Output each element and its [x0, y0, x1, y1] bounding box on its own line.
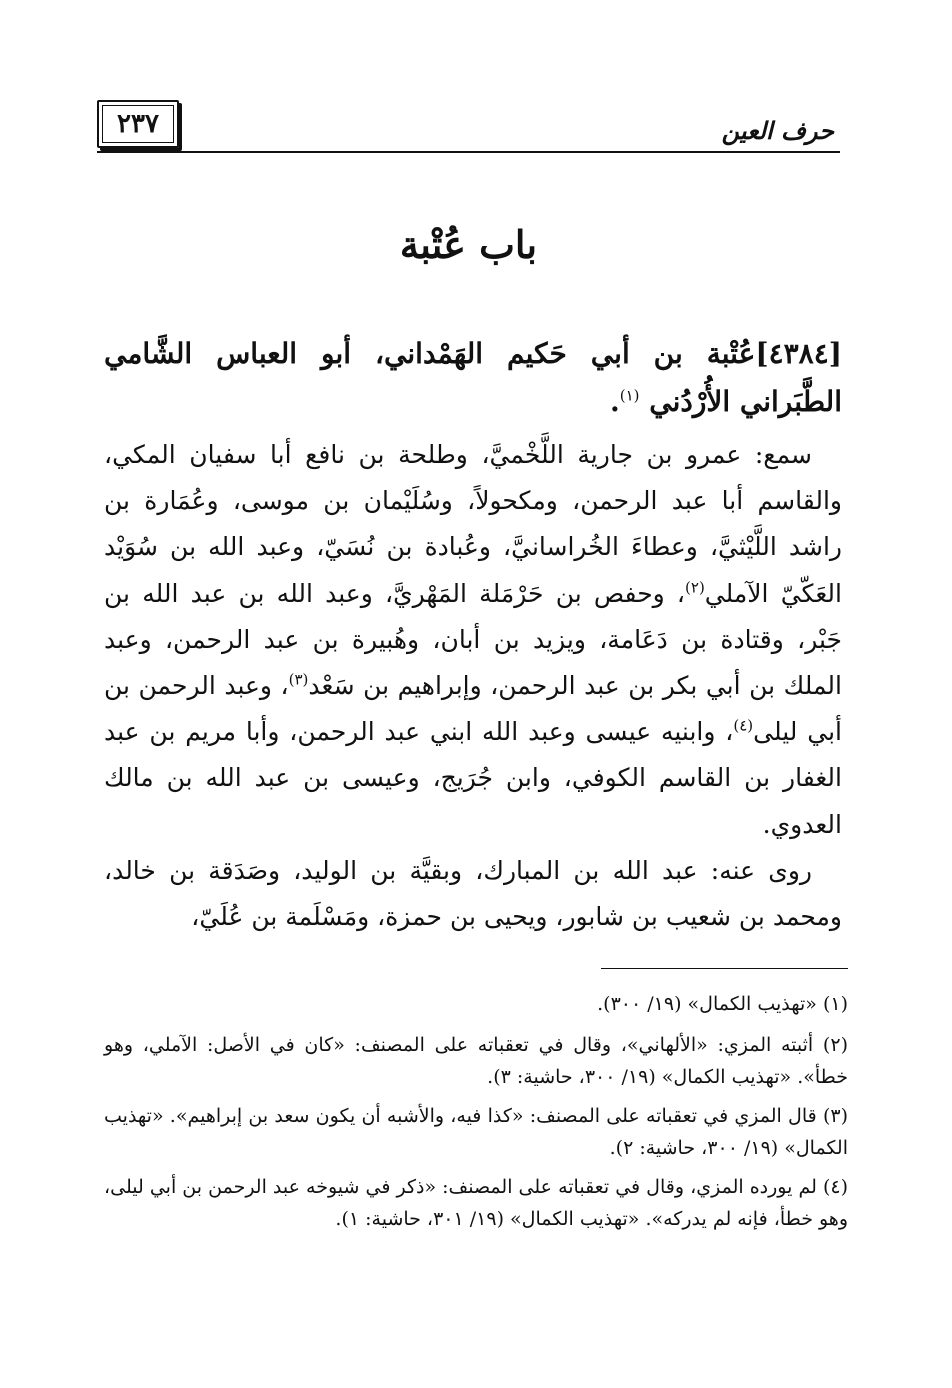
running-title: حرف العين [721, 116, 834, 145]
paragraph-text: ، وابنيه عيسى وعبد الله ابني عبد الرحمن، وأبا مريم بن عبد الغفار بن القاسم الكوفي، وابن جُرَيج، وعيسى بن عبد الله بن مالك العدوي. [104, 717, 842, 839]
header-rule [97, 151, 840, 153]
page-number: ٢٣٧ [97, 100, 179, 148]
paragraph-narrated-from: روى عنه: عبد الله بن المبارك، وبقيَّة بن الوليد، وصَدَقة بن خالد، ومحمد بن شعيب بن شابور، ويحيى بن حمزة، ومَسْلَمة بن عُلَيّ، [104, 856, 842, 932]
paragraph-text: ، وعبد الرحمن بن أبي ليلى [104, 671, 842, 747]
footnote-4: (٤) لم يورده المزي، وقال في تعقباته على المصنف: «ذكر في شيوخه عبد الرحمن بن أبي ليلى، وهو خطأ، فإنه لم يدركه». «تهذيب الكمال» (١٩/ ٣٠١، حاشية: ١). [104, 1175, 848, 1230]
paragraph-text: ، وحفص بن حَرْمَلة المَهْريَّ، وعبد الله بن عبد الله بن جَبْر، وقتادة بن دَعَامة، ويزيد بن أبان، وهُبيرة بن عبد الرحمن، وعبد الملك بن أبي بكر بن عبد الرحمن، وإبراهيم بن سَعْد [104, 578, 842, 701]
footnote-2: (٢) أثبته المزي: «الألهاني»، وقال في تعقباته على المصنف: «كان في الأصل: الآملي، وهو خطأ». «تهذيب الكمال» (١٩/ ٣٠٠، حاشية: ٣). [104, 1033, 848, 1088]
footnote-marker-3: (٣) [288, 670, 309, 689]
running-head [97, 100, 840, 154]
footnote-separator [601, 968, 848, 969]
footnote-marker-4: (٤) [733, 716, 754, 735]
footnote-marker-1: (١) [619, 386, 640, 405]
footnotes [104, 988, 848, 1242]
footnote-1: (١) «تهذيب الكمال» (١٩/ ٣٠٠). [597, 993, 848, 1015]
paragraph-heard-from [104, 432, 842, 848]
entry-heading-text: [٤٣٨٤]عُتْبة بن أبي حَكيم الهَمْداني، أبو العباس الشَّامي الطَّبَراني الأُرْدُني [104, 337, 842, 418]
entry-heading [104, 330, 842, 426]
chapter-title: باب عُتْبة [399, 222, 538, 267]
footnote-3: (٣) قال المزي في تعقباته على المصنف: «كذا فيه، والأشبه أن يكون سعد بن إبراهيم». «تهذيب الكمال» (١٩/ ٣٠٠، حاشية: ٢). [104, 1104, 848, 1159]
entry-heading-end: . [610, 385, 620, 418]
footnote-marker-2: (٢) [685, 578, 705, 597]
paragraph-text: سمع: عمرو بن جارية اللَّخْميَّ، وطلحة بن نافع أبا سفيان المكي، والقاسم أبا عبد الرحمن، ومكحولاً، وسُلَيْمان بن موسى، وعُمَارة بن راشد اللَّيْثيَّ، وعطاءَ الخُراسانيَّ، وعُبادة بن نُسَيّ، وعبد الله بن سُوَيْد العَكّيّ الآملي [104, 440, 842, 608]
